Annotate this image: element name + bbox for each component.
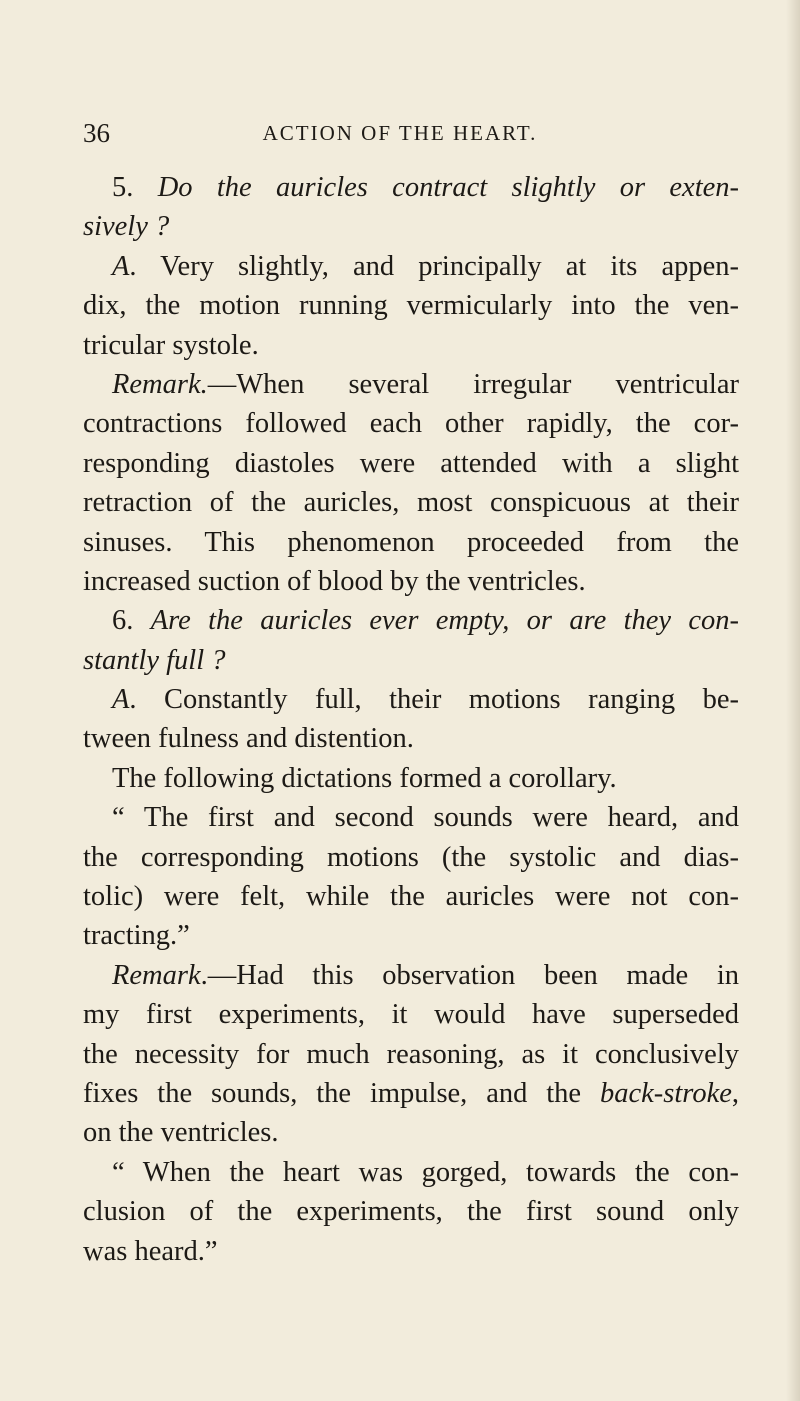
text-segment: . Constantly full, their motions ranging be- xyxy=(129,684,739,716)
text-segment: dix, the motion running vermicularly into the ven- xyxy=(83,290,739,322)
text-line xyxy=(83,719,739,758)
text-segment: the necessity for much reasoning, as it conclusively xyxy=(83,1038,739,1070)
italic-text: Remark xyxy=(112,959,201,991)
text-segment: . Very slightly, and principally at its appen- xyxy=(129,250,739,282)
text-line xyxy=(83,247,739,286)
text-line xyxy=(83,1035,739,1074)
text-segment: sinuses. This phenomenon proceeded from the xyxy=(83,526,739,558)
text-segment: responding diastoles were attended with a slight xyxy=(83,447,739,479)
page-edge-shadow xyxy=(786,0,800,1401)
text-line xyxy=(83,1113,739,1152)
text-segment: tween fulness and distention. xyxy=(83,723,414,755)
text-line xyxy=(83,838,739,877)
italic-text: Remark. xyxy=(112,368,208,400)
text-line xyxy=(83,995,739,1034)
text-line xyxy=(83,562,739,601)
text-segment: “ The first and second sounds were heard, and xyxy=(112,802,739,834)
text-line xyxy=(83,759,739,798)
text-line xyxy=(83,523,739,562)
text-line xyxy=(83,168,739,207)
text-line xyxy=(83,404,739,443)
text-line xyxy=(83,641,739,680)
text-line xyxy=(83,601,739,640)
text-segment: .—Had this observation been made in xyxy=(200,959,739,991)
text-segment: tricular systole. xyxy=(83,329,259,361)
text-line xyxy=(83,956,739,995)
italic-text: A xyxy=(112,684,130,716)
text-segment: 6. xyxy=(112,605,151,637)
text-segment: on the ventricles. xyxy=(83,1117,279,1149)
text-segment: my first experiments, it would have superseded xyxy=(83,999,739,1031)
text-segment: 5. xyxy=(112,172,158,203)
text-line xyxy=(83,326,739,365)
text-segment: The following dictations formed a corollary. xyxy=(112,762,617,794)
italic-text: Do the auricles contract slightly or exten- xyxy=(157,172,740,203)
running-title: ACTION OF THE HEART. xyxy=(262,121,538,145)
text-line xyxy=(83,1153,739,1192)
text-segment: was heard.” xyxy=(83,1235,218,1267)
italic-text: sively ? xyxy=(83,211,170,243)
text-segment: clusion of the experiments, the first sound only xyxy=(83,1196,739,1228)
text-line xyxy=(83,483,739,522)
text-line xyxy=(83,286,739,325)
text-line xyxy=(83,798,739,837)
text-segment: —When several irregular ventricular xyxy=(207,368,739,400)
text-segment: tolic) were felt, while the auricles were not con- xyxy=(83,881,739,913)
text-segment: increased suction of blood by the ventricles. xyxy=(83,565,586,597)
text-segment: tracting.” xyxy=(83,920,190,952)
text-segment: retraction of the auricles, most conspicuous at their xyxy=(83,487,739,519)
text-line xyxy=(83,1074,739,1113)
text-segment: “ When the heart was gorged, towards the con- xyxy=(112,1156,739,1188)
text-segment: fixes the sounds, the impulse, and the xyxy=(83,1077,600,1109)
body-text xyxy=(83,168,739,1271)
italic-text: stantly full ? xyxy=(83,644,226,676)
page-header xyxy=(0,118,800,148)
italic-text: A xyxy=(112,250,130,282)
italic-text: Are the auricles ever empty, or are they con- xyxy=(150,605,739,637)
text-line xyxy=(83,1232,739,1271)
text-segment: contractions followed each other rapidly, the cor- xyxy=(83,408,739,440)
text-line xyxy=(83,916,739,955)
text-segment: the corresponding motions (the systolic and dias- xyxy=(83,841,739,873)
page-number: 36 xyxy=(83,118,110,148)
italic-text: back-stroke xyxy=(599,1077,732,1109)
text-line xyxy=(83,207,739,246)
text-line xyxy=(83,1192,739,1231)
text-line xyxy=(83,365,739,404)
text-line xyxy=(83,680,739,719)
text-line xyxy=(83,877,739,916)
text-line xyxy=(83,444,739,483)
text-segment: , xyxy=(731,1077,739,1109)
